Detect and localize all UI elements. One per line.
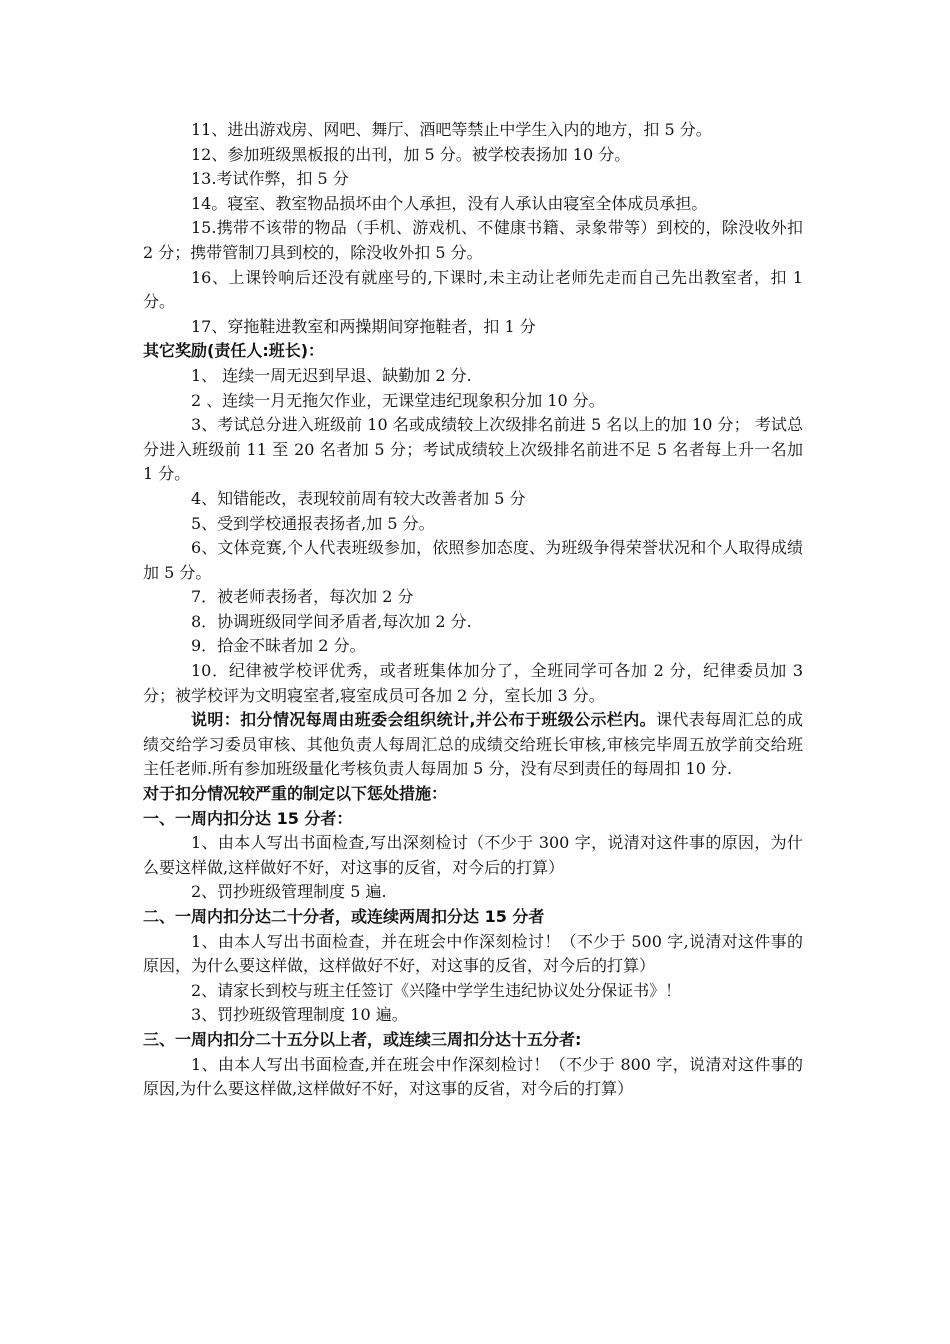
rule-item-14: 14。寝室、教室物品损坏由个人承担，没有人承认由寝室全体成员承担。 [191, 193, 708, 213]
rule-item-12: 12、参加班级黑板报的出刊，加 5 分。被学校表扬加 10 分。 [191, 144, 631, 164]
note-bold-text: 说明：扣分情况每周由班委会组织统计,并公布于班级公示栏内。 [191, 710, 656, 730]
rewards-heading: 其它奖励(责任人:班长)： [143, 341, 325, 361]
penalty-level-2-title: 二、一周内扣分达二十分者，或连续两周扣分达 15 分者 [143, 907, 545, 926]
penalty-level-1-title: 一、一周内扣分达 15 分者： [143, 808, 353, 828]
reward-item-3: 3、考试总分进入班级前 10 名或成绩较上次级排名前进 5 名以上的加 10 分； 考试总分进入班级前 11 至 20 名者加 5 分；考试成绩较上次级排名前进不足 5 名者每上升一名加 1 分。 [143, 415, 803, 484]
penalty-level-2-item-1: 1、由本人写出书面检查，并在班会中作深刻检讨！（不少于 500 字,说清对这件事的原因，为什么要这样做，这样做好不好，对这事的反省，对今后的打算） [143, 931, 803, 976]
penalty-level-3-title: 三、一周内扣分二十五分以上者，或连续三周扣分达十五分者: [143, 1029, 582, 1049]
reward-item-6: 6、文体竞赛,个人代表班级参加，依照参加态度、为班级争得荣誉状况和个人取得成绩加 5 分。 [143, 538, 803, 582]
note-paragraph [143, 708, 803, 782]
penalty-level-2-item-3: 3、罚抄班级管理制度 10 遍。 [191, 1005, 408, 1025]
reward-item-2: 2 、连续一月无拖欠作业，无课堂违纪现象积分加 10 分。 [191, 390, 605, 410]
penalty-heading: 对于扣分情况较严重的制定以下惩处措施： [143, 784, 448, 804]
reward-item-1: 1、 连续一周无迟到早退、缺勤加 2 分. [191, 365, 472, 385]
reward-item-7: 7．被老师表扬者，每次加 2 分 [191, 587, 414, 607]
reward-item-8: 8．协调班级同学间矛盾者,每次加 2 分. [191, 611, 472, 631]
reward-item-9: 9．拾金不昧者加 2 分。 [191, 636, 366, 656]
penalty-level-1-item-2: 2、罚抄班级管理制度 5 遍. [191, 882, 387, 902]
reward-item-10: 10．纪律被学校评优秀，或者班集体加分了，全班同学可各加 2 分，纪律委员加 3 分；被学校评为文明寝室者,寝室成员可各加 2 分，室长加 3 分。 [143, 661, 803, 705]
penalty-level-3-item-1: 1、由本人写出书面检查,并在班会中作深刻检讨！（不少于 800 字，说清对这件事的原因,为什么要这样做,这样做好不好，对这事的反省，对今后的打算） [143, 1054, 803, 1099]
rule-item-17: 17、穿拖鞋进教室和两操期间穿拖鞋者，扣 1 分 [191, 316, 536, 336]
penalty-level-2-item-2: 2、请家长到校与班主任签订《兴隆中学学生违纪协议处分保证书》！ [191, 980, 682, 1000]
document-body [143, 118, 803, 1102]
rule-item-13: 13.考试作弊，扣 5 分 [191, 169, 349, 189]
reward-item-4: 4、知错能改，表现较前周有较大改善者加 5 分 [191, 488, 526, 508]
note-text: 课代表每周汇总的成绩交给学习委员审核、其他负责人每周汇总的成绩交给班长审核,审核完毕周五放学前交给班主任老师.所有参加班级量化考核负责人每周加 5 分，没有尽到责任的每周扣 10 分. [143, 710, 803, 779]
penalty-level-1-item-1: 1、由本人写出书面检查,写出深刻检讨（不少于 300 字，说清对这件事的原因，为什么要这样做,这样做好不好，对这事的反省，对今后的打算） [143, 833, 803, 877]
rule-item-15: 15.携带不该带的物品（手机、游戏机、不健康书籍、录象带等）到校的，除没收外扣 2 分；携带管制刀具到校的，除没收外扣 5 分。 [143, 218, 803, 262]
rule-item-16: 16、上课铃响后还没有就座号的,下课时,未主动让老师先走而自己先出教室者，扣 1 分。 [143, 267, 803, 312]
reward-item-5: 5、受到学校通报表扬者,加 5 分。 [191, 513, 435, 533]
rule-item-11: 11、进出游戏房、网吧、舞厅、酒吧等禁止中学生入内的地方，扣 5 分。 [191, 120, 712, 139]
